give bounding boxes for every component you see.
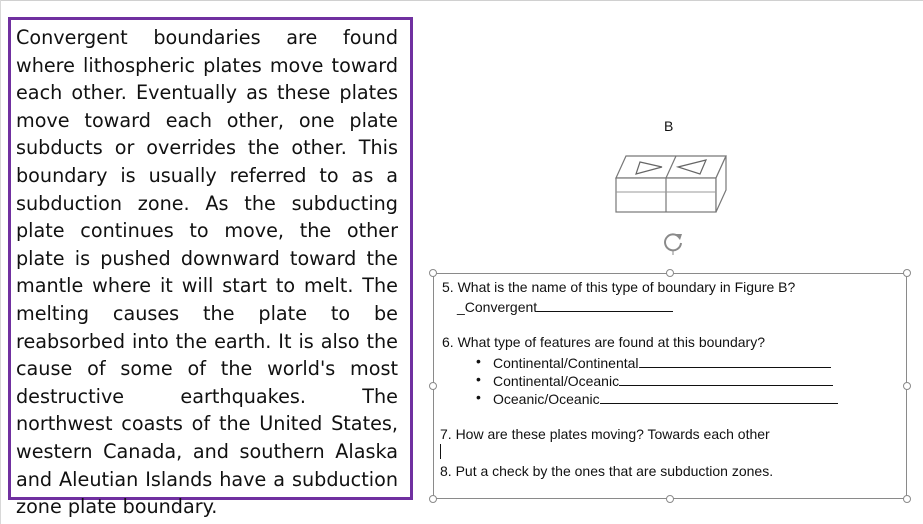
question-7: 7. How are these plates moving? Towards each other bbox=[440, 426, 770, 442]
option-label: Oceanic/Oceanic bbox=[493, 391, 600, 407]
option-row bbox=[493, 389, 838, 407]
answer-line bbox=[619, 371, 833, 386]
resize-handle-left[interactable] bbox=[429, 382, 437, 390]
bullet-icon: • bbox=[476, 353, 481, 369]
resize-handle-bottom[interactable] bbox=[666, 495, 674, 503]
option-row bbox=[493, 353, 831, 371]
question-5: 5. What is the name of this type of boundary in Figure B? bbox=[442, 279, 796, 295]
option-label: Continental/Continental bbox=[493, 355, 639, 371]
answer-line bbox=[600, 389, 838, 404]
resize-handle-top-right[interactable] bbox=[903, 269, 911, 277]
text-cursor bbox=[440, 444, 441, 459]
plate-boundary-diagram[interactable] bbox=[612, 148, 732, 218]
passage-text: Convergent boundaries are found where lithospheric plates move toward each other. Eventually as these plates move toward each other, one plate subducts or overrides the other. This boundary is usually referred to as a subduction zone. As the subducting plate continues to move, the other plate is pushed downward toward the mantle where it will start to melt. The melting causes the plate to be reabsorbed into the earth. It is also the cause of some of the world's most destructive earthquakes. The northwest coasts of the United States, western Canada, and southern Alaska and Aleutian Islands have a subduction zone plate boundary. bbox=[16, 26, 398, 519]
question-5-answer bbox=[457, 297, 673, 315]
question-8: 8. Put a check by the ones that are subduction zones. bbox=[440, 463, 774, 479]
passage-textbox[interactable] bbox=[8, 17, 413, 519]
resize-handle-top[interactable] bbox=[666, 269, 674, 277]
slide-edge-left bbox=[0, 0, 1, 524]
slide-edge-top bbox=[0, 0, 923, 1]
bullet-icon: • bbox=[476, 371, 481, 387]
figure-label: B bbox=[664, 118, 674, 134]
resize-handle-bottom-left[interactable] bbox=[429, 495, 437, 503]
rotate-icon[interactable] bbox=[660, 229, 686, 255]
answer-line bbox=[639, 353, 831, 368]
resize-handle-right[interactable] bbox=[903, 382, 911, 390]
question-5-answer-text: _Convergent bbox=[457, 299, 538, 315]
option-row bbox=[493, 371, 833, 389]
answer-line bbox=[537, 297, 673, 312]
resize-handle-bottom-right[interactable] bbox=[903, 495, 911, 503]
question-6: 6. What type of features are found at this boundary? bbox=[442, 334, 765, 350]
option-label: Continental/Oceanic bbox=[493, 373, 620, 389]
bullet-icon: • bbox=[476, 389, 481, 405]
resize-handle-top-left[interactable] bbox=[429, 269, 437, 277]
